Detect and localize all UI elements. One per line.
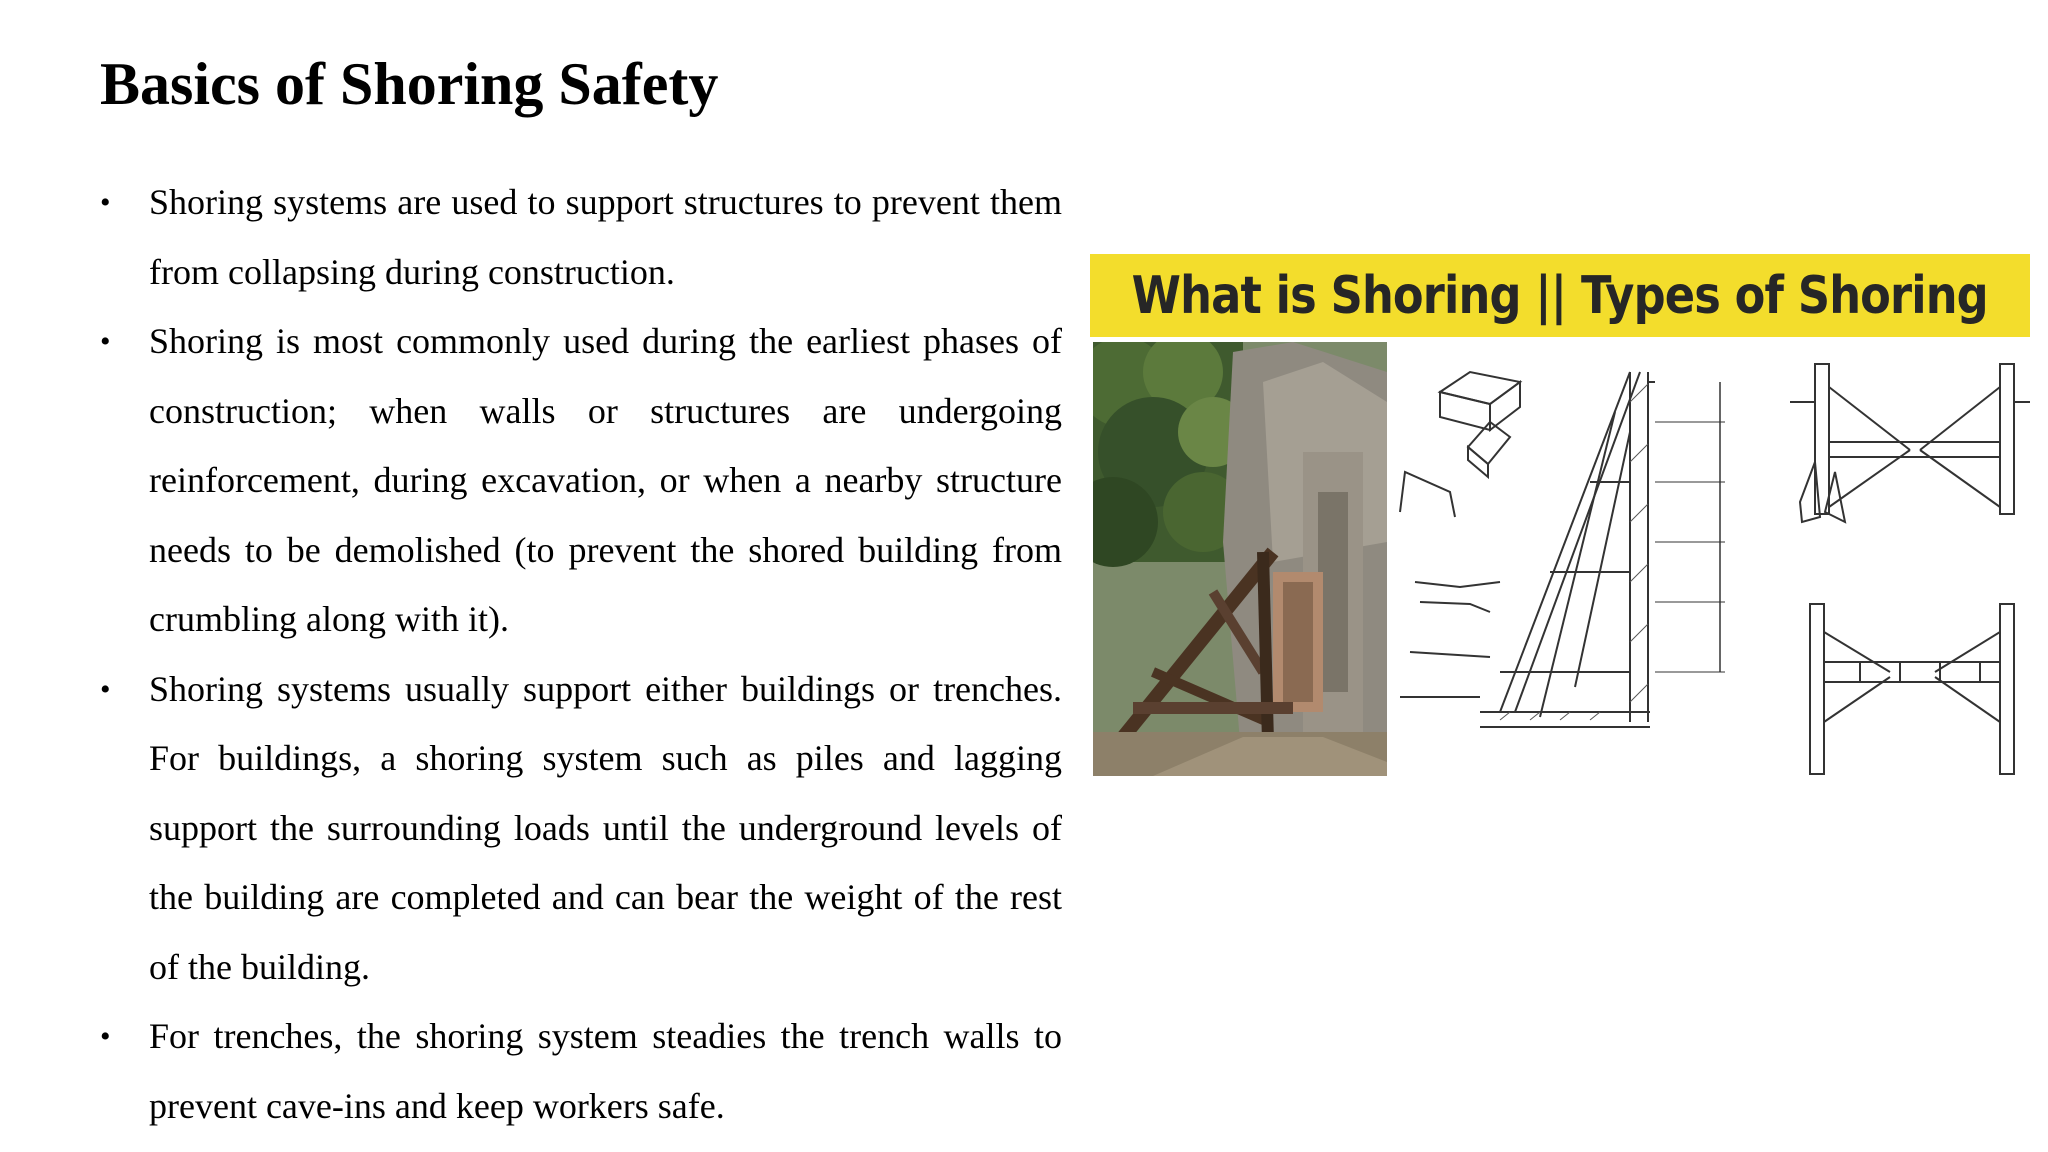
bullet-text: Shoring systems usually support either buildings or trenches. For buildings, a shoring system such as piles and lagging support the surrounding loads until the underground levels of the building are completed and can bear the weight of the rest of the building. xyxy=(149,668,1062,987)
bullet-list xyxy=(100,168,1062,1141)
bullet-text: Shoring is most commonly used during the earliest phases of construction; when walls or structures are undergoing reinforcement, during excavation, or when a nearby structure needs to be demolished (to prevent the shored building from crumbling along with it). xyxy=(149,321,1062,639)
shoring-figure xyxy=(1090,254,2030,780)
slide-title: Basics of Shoring Safety xyxy=(100,51,719,117)
bullet-text: Shoring systems are used to support structures to prevent them from collapsing during construction. xyxy=(149,182,1062,292)
figure-banner xyxy=(1090,254,2030,337)
bullet-marker: • xyxy=(100,1020,111,1053)
shoring-photo xyxy=(1093,342,1387,776)
bullet-marker: • xyxy=(100,186,111,219)
bullet-item xyxy=(100,1002,1062,1141)
bullet-item xyxy=(100,655,1062,1003)
shoring-diagram xyxy=(1390,342,2030,780)
bullet-marker: • xyxy=(100,672,111,706)
bullet-item xyxy=(100,168,1062,307)
bullet-marker: • xyxy=(100,325,111,358)
banner-title: What is Shoring || Types of Shoring xyxy=(1131,265,1989,326)
bullet-text: For trenches, the shoring system steadies the trench walls to prevent cave-ins and keep workers safe. xyxy=(149,1016,1062,1126)
bullet-item xyxy=(100,307,1062,655)
